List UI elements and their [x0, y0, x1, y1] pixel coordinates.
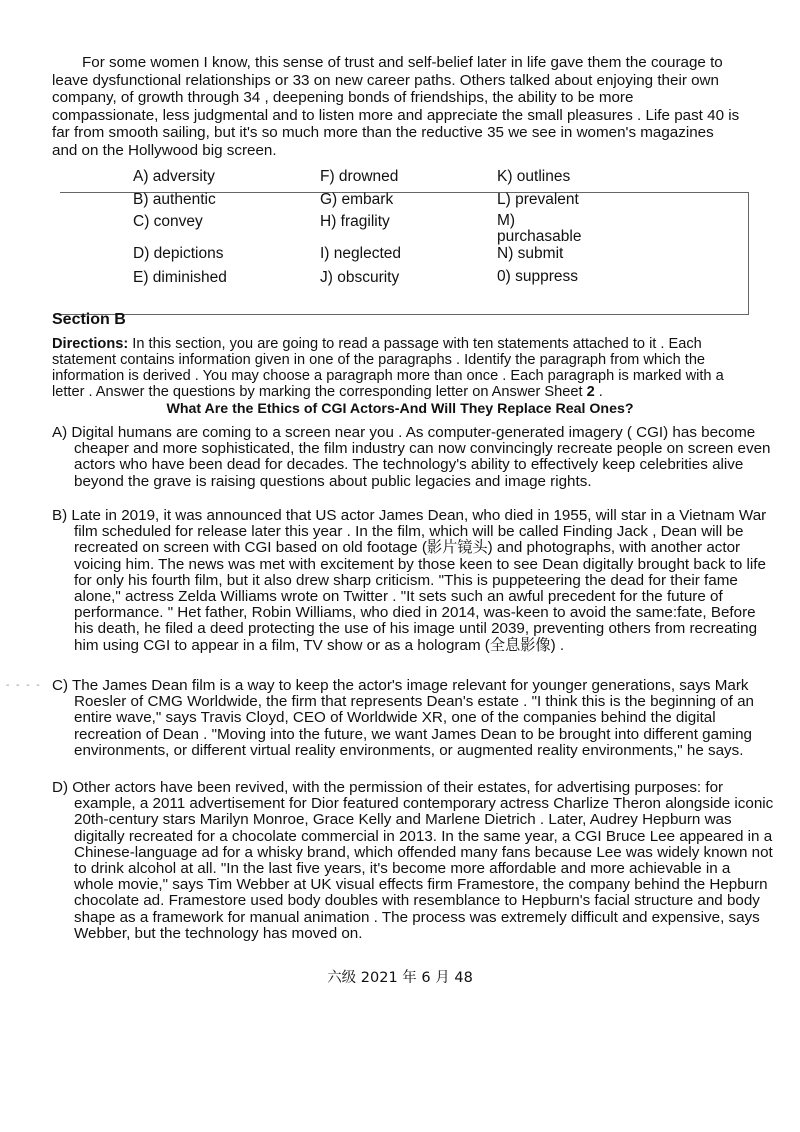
word-option: L) prevalent [497, 191, 579, 208]
directions-label: Directions: [52, 336, 129, 352]
passage-title: What Are the Ethics of CGI Actors-And Will They Replace Real Ones? [166, 401, 634, 417]
margin-mark: - - - - [6, 680, 42, 691]
word-option: K) outlines [497, 168, 571, 185]
word-option: B) authentic [133, 191, 216, 208]
intro-paragraph [52, 54, 742, 159]
word-option: I) neglected [320, 245, 401, 262]
paragraph-c: C) The James Dean film is a way to keep the actor's image relevant for younger generations, says Mark Roesler of CMG Worldwide, the firm that represents Dean's estate . "I think this is the beginning of an entire wave," says Travis Cloyd, CEO of Worldwide XR, one of the companies behind the digital recreation of Dean . "Moving into the future, we want James Dean to be brought into different gaming environments, or different virtual reality environments, or augmented reality environments," he says. [52, 677, 754, 759]
directions [52, 336, 747, 400]
word-option: D) depictions [133, 245, 224, 262]
word-option: C) convey [133, 213, 203, 230]
word-option: N) submit [497, 245, 564, 262]
word-option: J) obscurity [320, 269, 400, 286]
paragraph-d: D) Other actors have been revived, with the permission of their estates, for advertising purposes: for example, a 2011 advertisement for Dior featured contemporary actress Charlize Theron alongside iconic 20th-century stars Marilyn Monroe, Grace Kelly and Marlene Dietrich . Later, Audrey Hepburn was digitally recreated for a chocolate commercial in 2013. In the same year, a CGI Bruce Lee appeared in a Chinese-language ad for a whisky brand, which offended many fans because Lee was widely known not to drink alcohol at all. "In the last five years, it's become more affordable and more achievable in a whole movie," says Tim Webber at UK visual effects firm Framestore, the company behind the Hepburn chocolate ad. Framestore used body doubles with resemblance to Hepburn's facial structure and body shape as a framework for manual animation . The process was extremely difficult and expensive, says Webber, but the technology has moved on. [52, 779, 774, 942]
word-option: F) drowned [320, 168, 399, 185]
section-title: Section B [52, 311, 126, 328]
directions-end: . [594, 384, 603, 400]
page-footer: 六级 2021 年 6 月 48 [327, 970, 473, 986]
word-option: M) purchasable [497, 212, 582, 245]
intro-text: For some women I know, this sense of trust and self-belief later in life gave them the courage to leave dysfunctional relationships or 33 on new career paths. Others talked about enjoying their own company, of growth through 34 , deepening bonds of friendships, the ability to be more compassionate, less judgmental and to listen more and appreciate the small pleasures . Life past 40 is far from smooth sailing, but it's so much more than the reductive 35 we see in women's magazines and on the Hollywood big screen. [52, 54, 740, 159]
answer-sheet-number: 2 [586, 384, 595, 400]
word-option: 0) suppress [497, 268, 578, 285]
directions-text: In this section, you are going to read a passage with ten statements attached to it . Each statement contains information given in one of the paragraphs . Identify the paragraph from which the information is derived . You may choose a paragraph more than once . Each paragraph is marked with a letter . Answer the questions by marking the corresponding letter on Answer Sheet [52, 336, 724, 400]
word-option: G) embark [320, 191, 394, 208]
paragraph-b: B) Late in 2019, it was announced that US actor James Dean, who died in 1955, will star in a Vietnam War film scheduled for release later this year . In the film, which will be called Finding Jack , Dean will be recreated on screen with CGI based on old footage (影片镜头) and photographs, with another actor voicing him. The news was met with excitement by those keen to see Dean digitally brought back to life for only his fourth film, but it also drew sharp criticism. "This is puppeteering the dead for their fame alone," actress Zelda Williams wrote on Twitter . "It sets such an awful precedent for the future of performance. " Het father, Robin Williams, who died in 2014, was-keen to avoid the same:fate, Before his death, he filed a deed protecting the use of his image until 2039, preventing others from recreating him using CGI to appear in a film, TV show or as a hologram (全息影像) . [52, 507, 767, 654]
word-option: H) fragility [320, 213, 390, 230]
paragraph-a: A) Digital humans are coming to a screen near you . As computer-generated imagery ( CGI) has become cheaper and more sophisticated, the film industry can now convincingly recreate people on screen even actors who have been dead for decades. The technology's ability to effectively keep celebrities alive beyond the grave is raising questions about public legacies and image rights. [52, 424, 771, 490]
word-option: A) adversity [133, 168, 215, 185]
word-option: E) diminished [133, 269, 227, 286]
